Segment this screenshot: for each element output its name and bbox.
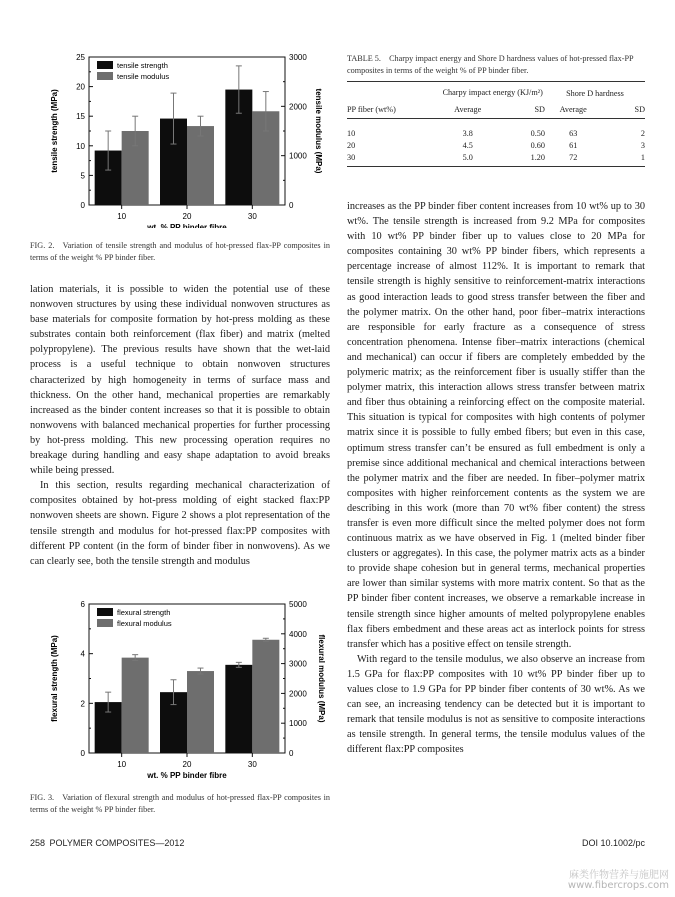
y2-tick-label: 4000	[289, 629, 307, 639]
table-cell: 20	[347, 140, 356, 150]
y2-tick-label: 2000	[289, 102, 307, 112]
table-cell: 5.0	[462, 152, 473, 162]
bar	[252, 640, 279, 753]
legend-swatch	[97, 61, 113, 69]
figure-3-chart	[28, 596, 338, 786]
x-axis-label: wt. % PP binder fibre	[147, 771, 227, 780]
paragraph: increases as the PP binder fiber content increases from 10 wt% up to 30 wt%. The tensile strength is increased from 9.2 MPa for composites with 10 wt% PP binder fiber up to values close to 20 MPa for composites containing 30 wt% PP binder fibers, which represents a percentage increase of almost 112%. It is important to remark that tensile strength is highly sensitive to reinforcement-matrix interactions as good interaction leads to good stress transfer between the fiber and the polymer matrix. On the other hand, poor fiber–matrix interactions are responsible for early fracture as a consequence of stress concentration phenomena. Intense fiber–matrix interactions (chemical and mechanical) can occur if fibers are completely embedded by the polymeric matrix; as the reinforcement fiber is usually stiffer than the polymer matrix, this interaction allows stress transfer between matrix and fiber thus obtaining a reinforcing effect on the composite material. This situation is typical for composites with high contents of polymer matrix since it is possible to fully embed fibers; but even in this case, optimum stress transfer can’t be ensured as full embedment is only a premise since additional mechanical and chemical interactions between the polymer matrix and the fiber are needed. In fiber–polymer matrix composites with higher reinforcement contents as the system we are describing in this work (more than 70 wt% fiber content) the stress transfer is even more difficult since the melted polymer does not form continuous matrix as we have observed in Fig. 1 (melted binder fiber clusters or aggregates). In this case, the polymer matrix acts as a binder to provide shape cohesion but in general terms, mechanical properties are lower than similar systems with more matrix content. So that as the PP binder fiber content increases, we observe a remarkable increase in tensile strength since higher amounts of melted polypropylene enables flax fibers embedment and these areas act as interlock points for stress transfer which has a positive effect on tensile strength.	[347, 201, 645, 650]
group-header-charpy: Charpy impact energy (KJ/m²)	[442, 87, 543, 97]
table-cell: 30	[347, 152, 356, 162]
figure-2	[28, 48, 338, 240]
table-cell: 1	[640, 152, 645, 162]
table-cell: 4.5	[462, 140, 473, 150]
bar	[187, 126, 214, 205]
table-row	[347, 127, 645, 139]
x-tick-label: 30	[247, 760, 257, 769]
y2-tick-label: 0	[289, 201, 294, 210]
y2-tick-label: 5000	[289, 600, 307, 609]
table-row	[347, 139, 645, 151]
y-tick-label: 2	[80, 699, 85, 709]
footer-doi: DOI 10.1002/pc	[581, 838, 645, 848]
table-cell: 3.8	[462, 128, 473, 138]
y2-axis-label: flexural modulus (MPa)	[317, 634, 326, 723]
column-header: SD	[634, 104, 645, 114]
table-5	[347, 53, 645, 167]
table-cell: 0.50	[530, 128, 545, 138]
figure-3	[28, 596, 338, 788]
table-cell: 0.60	[530, 140, 545, 150]
y2-tick-label: 2000	[289, 689, 307, 699]
x-axis-label: wt. % PP binder fibre	[147, 223, 227, 228]
right-column-text	[347, 199, 645, 757]
column-header: Average	[559, 104, 587, 114]
y-tick-label: 25	[76, 53, 85, 62]
column-header: Average	[454, 104, 482, 114]
table-cell: 1.20	[530, 152, 545, 162]
figure-2-chart	[28, 48, 338, 228]
y2-tick-label: 1000	[289, 719, 307, 729]
legend-label: tensile modulus	[117, 72, 170, 81]
y-tick-label: 4	[80, 649, 85, 659]
y-tick-label: 10	[76, 141, 85, 151]
y2-tick-label: 0	[289, 749, 294, 758]
watermark-title: 麻类作物营养与施肥网	[569, 870, 669, 881]
legend-label: tensile strength	[117, 61, 168, 70]
paragraph: In this section, results regarding mechanical characterization of composites obtained by hot-press molding of eight stacked flax:PP nonwoven sheets are shown. Figure 2 shows a plot representation of the tensile strength and modulus for hot-pressed flax:PP composites with different PP content (in the form of binder fiber in nonwovens). As we can clearly see, both the tensile strength and modulus	[30, 480, 330, 567]
table-cell: 63	[569, 128, 578, 138]
x-tick-label: 20	[182, 760, 192, 769]
table-cell: 2	[640, 128, 645, 138]
table-cell: 3	[640, 140, 645, 150]
y2-axis-label: tensile modulus (MPa)	[314, 88, 323, 174]
y-tick-label: 0	[80, 201, 85, 210]
y-tick-label: 5	[80, 171, 85, 181]
y2-tick-label: 1000	[289, 151, 307, 161]
legend-swatch	[97, 619, 113, 627]
paragraph: lation materials, it is possible to widen the potential use of these nonwoven structures by using these individual nonwoven structures as base materials for composite formation by hot-press molding as these substrates contain both reinforcement (flax fiber) and matrix (melted polypropylene). The previous results have shown that the wet-laid process is a useful technique to obtain nonwoven structures characterized by high homogeneity in terms of surface mass and thickness. On the other hand, mechanical properties are remarkably increased as the binder content increases so that it is possible to obtain nonwovens with balanced mechanical properties for further processing by hot-press molding. This new processing operation requires no breakage during handling and easy shape adaptation to avoid breaks while being pressed.	[30, 284, 330, 477]
left-column-text	[30, 282, 330, 569]
figure-3-caption: FIG. 3. Variation of flexural strength and modulus of hot-pressed flax-PP composites in terms of the weight % PP binder fiber.	[30, 793, 330, 814]
table-cell: 10	[347, 128, 356, 138]
y-axis-label: tensile strength (MPa)	[50, 89, 59, 173]
legend-label: flexural modulus	[117, 619, 172, 628]
x-tick-label: 20	[182, 212, 192, 221]
footer-journal: 258 POLYMER COMPOSITES—2012	[30, 838, 185, 848]
y-axis-label: flexural strength (MPa)	[50, 635, 59, 722]
y-tick-label: 0	[80, 749, 85, 758]
column-header: SD	[534, 104, 545, 114]
y2-tick-label: 3000	[289, 659, 307, 669]
watermark-url: www.fibercrops.com	[567, 880, 669, 891]
bar	[225, 665, 252, 753]
figure-2-caption: FIG. 2. Variation of tensile strength and modulus of hot-pressed flax-PP composites in terms of the weight % PP binder fiber.	[30, 241, 330, 262]
column-header: PP fiber (wt%)	[347, 104, 396, 114]
x-tick-label: 10	[117, 212, 127, 221]
legend-swatch	[97, 608, 113, 616]
table-5-grid	[347, 86, 645, 163]
y-tick-label: 6	[80, 600, 85, 609]
x-tick-label: 30	[247, 212, 257, 221]
table-cell: 61	[569, 140, 578, 150]
legend-label: flexural strength	[117, 608, 171, 617]
y-tick-label: 20	[76, 82, 85, 92]
paragraph: With regard to the tensile modulus, we also observe an increase from 1.5 GPa for flax:PP composites with 10 wt% PP binder fiber up to values close to 1.9 GPa for PP binder fiber contents of 30 wt%. As we can see, an increasing tendency can be detected but it is important to remark that tensile modulus is not as sensitive to composite interactions as tensile strength. In general terms, the tensile modulus values of the different flax:PP composites	[347, 653, 645, 756]
y2-tick-label: 3000	[289, 53, 307, 62]
bar	[122, 658, 149, 753]
table-title: TABLE 5. Charpy impact energy and Shore D hardness values of hot-pressed flax-PP composites in terms of the weight % of PP binder fiber.	[347, 54, 634, 75]
y-tick-label: 15	[76, 112, 85, 122]
legend-swatch	[97, 72, 113, 80]
table-cell: 72	[569, 152, 578, 162]
group-header-shore: Shore D hardness	[566, 89, 624, 98]
bar	[187, 671, 214, 753]
table-row	[347, 151, 645, 163]
x-tick-label: 10	[117, 760, 127, 769]
